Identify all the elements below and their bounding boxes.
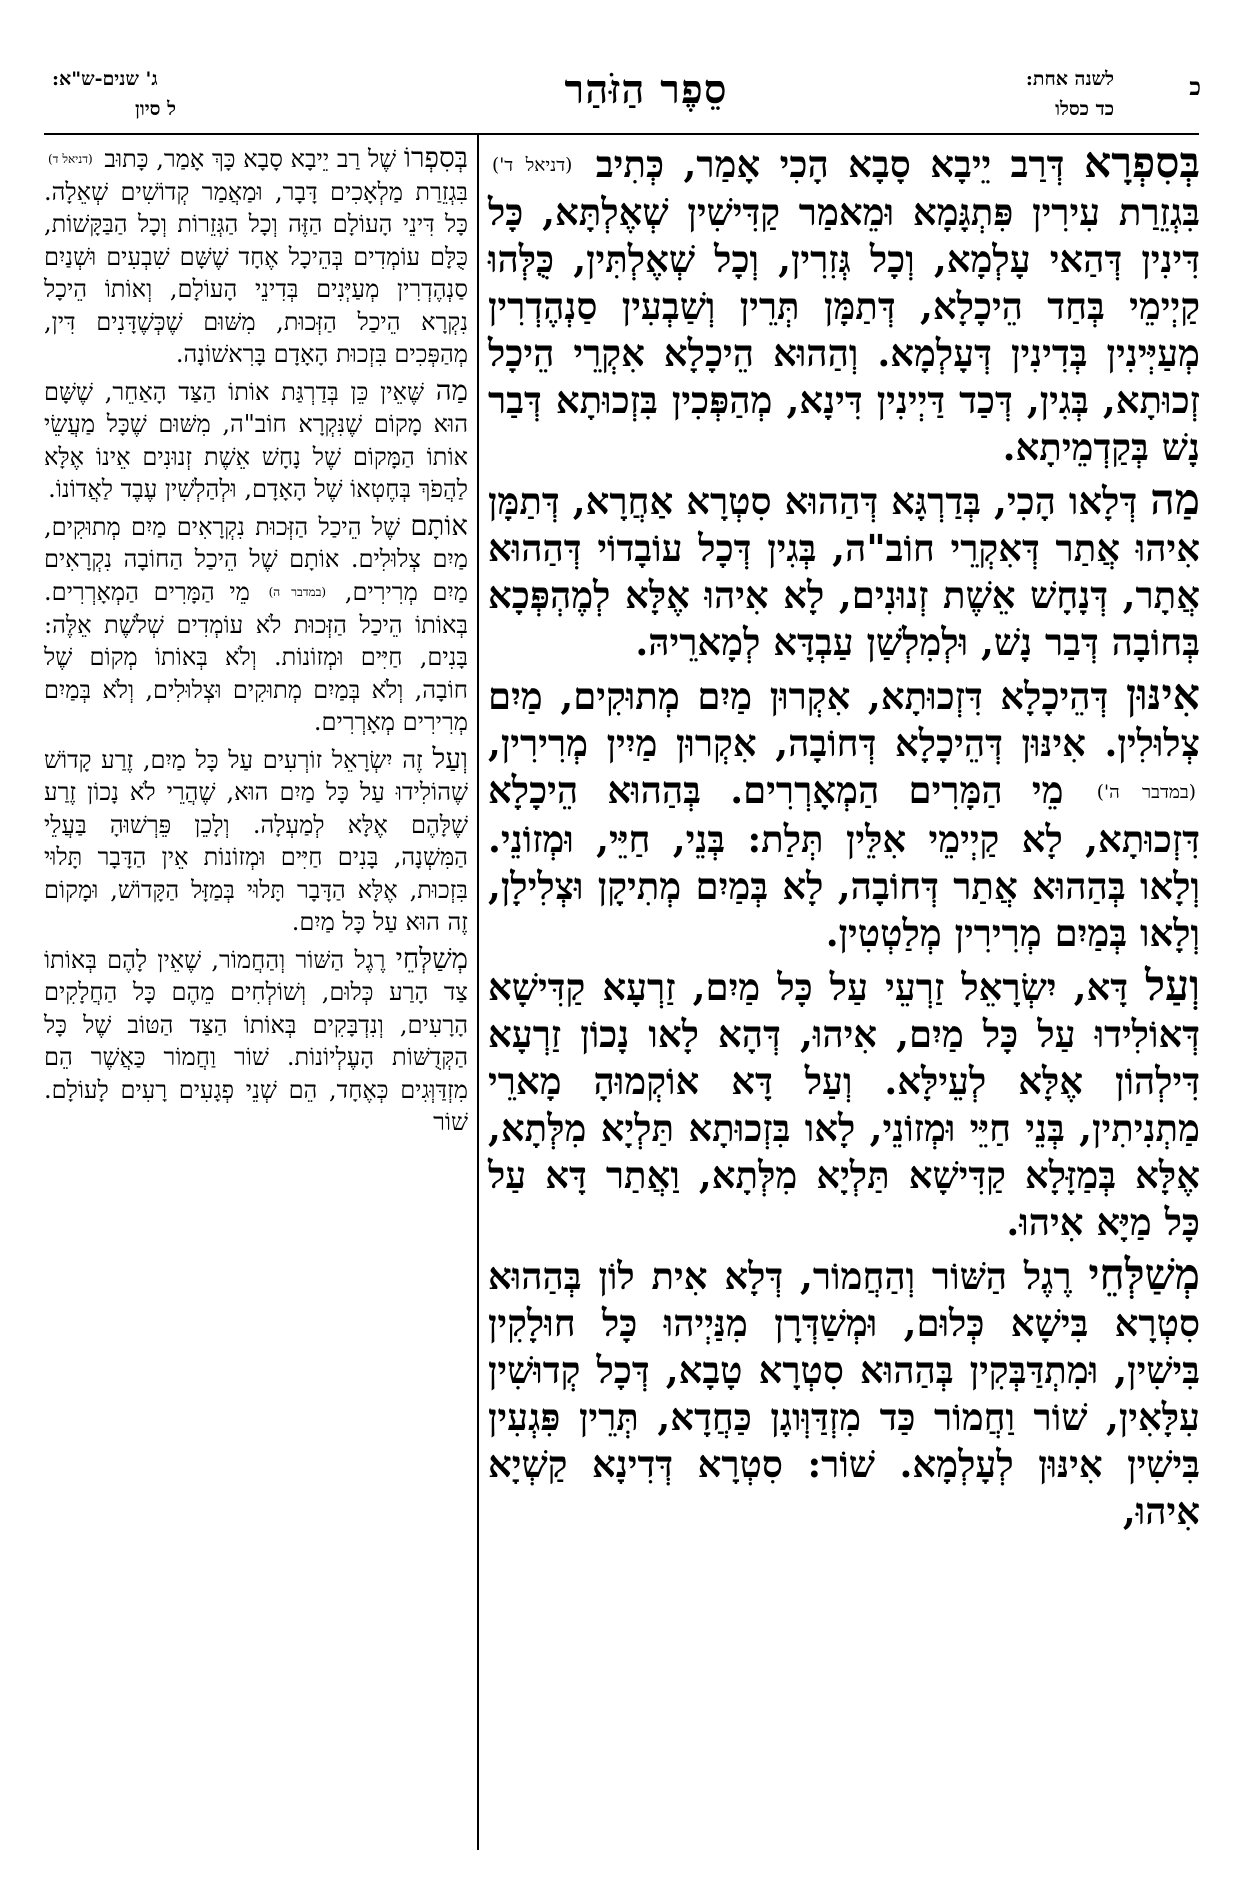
side-column-hebrew-translation <box>44 142 468 1143</box>
paragraph-lead-word: וְעַל <box>1145 960 1200 1011</box>
side-paragraph <box>44 510 468 739</box>
main-paragraph <box>488 140 1200 471</box>
paragraph-lead-word: מַה <box>435 373 468 407</box>
main-paragraph <box>488 477 1200 666</box>
paragraph-lead-word: מְשַׁלְּחֵי <box>395 941 468 975</box>
paragraph-text: שֶּׁאֵין כֵּן בְּדַרְגַּת אוֹתוֹ הַצַּד הָאַחֵר, שֶׁשָּׁם הוּא מָקוֹם שֶׁנִּקְרָא חוֹב"ה, מִשּׁוּם שֶׁכָּל מַעֲשֵׂי אוֹתוֹ הַמָּקוֹם שֶׁל נָחָשׁ אֵשֶׁת זְנוּנִים אֵינוֹ אֶלָּא לַהֲפֹךְ בְּחֶטְאוֹ שֶׁל הָאָדָם, וּלְהַלְשִׁין עֶבֶד לַאֲדוֹנוֹ. <box>44 377 468 504</box>
side-paragraph <box>44 943 468 1139</box>
paragraph-text: דְּלָאו הָכִי, בְּדַרְגָּא דְּהַהוּא סִטְרָא אַחֲרָא, דְּתַמָּן אִיהוּ אֲתַר דְּאִקְרֵי חוֹב"ה, בְּגִין דְּכָל עוֹבָדוֹי דְּהַהוּא אֲתָר, דְּנָחָשׁ אֵשֶׁת זְנוּנִים, לָא אִיהוּ אֶלָּא לְמֶהְפְּכָא בְּחוֹבָה דְּבַר נָשׁ, וּלְמִלְשַׁן עַבְדָּא לְמָארֵיהּ. <box>488 479 1200 665</box>
paragraph-text: בִּגְזֵרַת עִירִין פִּתְגָּמָא וּמֵאמַר קַדִּישִׁין שְׁאֶלְתָּא, כָּל דִּינִין דְּהַאי עָלְמָא, וְכָל גְּזִרִין, וְכָל שְׁאֶלְתִּין, כֻּלְּהוּ קַיְימֵי בְּחַד הֵיכָלָא, דְּתַמָּן תְּרֵין וְשַׁבְעִין סַנְהֶדְרִין מְעַיְּינִין בְּדִינִין דְּעָלְמָא. וְהַהוּא הֵיכָלָא אִקְרֵי הֵיכָל זְכוּתָא, בְּגִין, דְּכַד דַּיְינִין דִּינָא, מְהַפְּכִין בִּזְכוּתָא דְּבַר נָשׁ בְּקַדְמֵיתָא. <box>488 190 1200 470</box>
header-left-top: ג' שנים-ש"א: <box>52 68 158 90</box>
paragraph-text: דְּרַב יֵיבָא סָבָא הָכִי אָמַר, כְּתִיב <box>595 142 1065 186</box>
paragraph-text: זֶה יִשְׂרָאֵל זוֹרְעִים עַל כָּל מַיִם, זֶרַע קָדוֹשׁ שֶׁהוֹלִידוּ עַל כָּל מַיִם הוּא, שֶׁהֲרֵי לֹא נָכוֹן זֶרַע שֶׁלָּהֶם אֶלָּא לְמַעְלָה. וְלָכֵן פֵּרְשׁוּהָ בַּעֲלֵי הַמִּשְׁנָה, בָּנִים חַיִּים וּמְזוֹנוֹת אֵין הַדָּבָר תָּלוּי בִּזְכוּת, אֶלָּא הַדָּבָר תָּלוּי בְּמַזָּל הַקָּדוֹשׁ, וּמָקוֹם זֶה הוּא עַל כָּל מַיִם. <box>44 745 468 937</box>
paragraph-lead-word: אִינּוּן <box>1125 670 1200 721</box>
verse-reference: (במדבר ה') <box>1096 781 1196 803</box>
book-title: סֵפֶר הַזֹּהַר <box>564 66 728 113</box>
page-header <box>0 62 1253 132</box>
paragraph-lead-word: בְּסִפְרָא <box>1083 138 1201 188</box>
page-number: כ <box>1189 72 1201 101</box>
paragraph-lead-word: אוֹתָם <box>410 508 468 542</box>
paragraph-lead-word: מְשַׁלְּחֵי <box>1088 1249 1200 1300</box>
main-paragraph <box>488 960 1200 1246</box>
paragraph-text: שֶׁל רַב יֵיבָא סָבָא כָּךְ אָמַר, כָּתוּב <box>104 145 397 173</box>
main-paragraph <box>488 672 1200 956</box>
paragraph-text: דְּהֵיכָלָא דִּזְכוּתָא, אִקְרוּן מַיִם מְתוּקִים, מַיִם צְלוּלִין. אִינּוּן דְּהֵיכָלָא דְּחוֹבָה, אִקְרוּן מַיִין מְרִירִין, <box>488 674 1200 766</box>
verse-reference: (דניאל ד') <box>492 155 573 177</box>
main-paragraph <box>488 1249 1200 1535</box>
side-paragraph <box>44 743 468 939</box>
header-rule <box>44 133 1199 135</box>
verse-reference: (במדבר ה) <box>268 585 327 600</box>
side-paragraph <box>44 142 468 371</box>
paragraph-text: בִּגְזֵרַת מַלְאָכִים דָּבָר, וּמַאֲמַר קְדוֹשִׁים שְׁאֵלָה. כָּל דִּינֵי הָעוֹלָם הַזֶּה וְכָל הַגְּזֵרוֹת וְכָל הַבַּקָּשׁוֹת, כֻּלָּם עוֹמְדִים בְּהֵיכָל אֶחָד שֶׁשָּׁם שִׁבְעִים וּשְׁנַיִם סַנְהֶדְרִין מְעַיְּנִים בְּדִינֵי הָעוֹלָם, וְאוֹתוֹ הֵיכָל נִקְרָא הֵיכַל הַזְּכוּת, מִשּׁוּם שֶׁכְּשֶׁדָּנִים דִּין, מְהַפְּכִים בִּזְכוּת הָאָדָם בָּרִאשׁוֹנָה. <box>44 177 468 369</box>
paragraph-text: רֶגֶל הַשּׁוֹר וְהַחֲמוֹר, שֶׁאֵין לָהֶם בְּאוֹתוֹ צַד הָרַע כְּלוּם, וְשׁוֹלְחִים מֵהֶם כָּל הַחֲלָקִים הָרָעִים, וְנִדְבָּקִים בְּאוֹתוֹ הַצַּד הַטּוֹב שֶׁל כָּל הַקְּדֻשּׁוֹת הָעֶלְיוֹנוֹת. שׁוֹר וַחֲמוֹר כַּאֲשֶׁר הֵם מִזְדַּוְּגִים כְּאֶחָד, הֵם שְׁנֵי פְגָעִים רָעִים לָעוֹלָם. שׁוֹר <box>44 945 468 1137</box>
verse-reference: (דניאל ד) <box>48 152 93 167</box>
main-column-aramaic <box>488 140 1200 1541</box>
paragraph-lead-word: וְעַל <box>432 741 468 775</box>
paragraph-text: מֵי הַמָּרִים הַמְאָרְרִים. בְּאוֹתוֹ הֵיכַל הַזְּכוּת לֹא עוֹמְדִים שְׁלֹשֶׁת אֵלֶּה: בָּנִים, חַיִּים וּמְזוֹנוֹת. וְלֹא בְּאוֹתוֹ מְקוֹם שֶׁל חוֹבָה, וְלֹא בְּמַיִם מְתוּקִים וּצְלוּלִים, וְלֹא בְּמַיִם מְרִירִים מְאָרְרִים. <box>44 577 468 737</box>
header-left-bottom: ל סיון <box>135 98 176 120</box>
paragraph-text: דָּא, יִשְׂרָאֵל זַרְעֵי עַל כָּל מַיִם, זַרְעָא קַדִּישָׁא דְּאוֹלִידוּ עַל כָּל מַיִם, אִיהוּ, דְּהָא לָאו נָכוֹן זַרְעָא דִּילְהוֹן אֶלָּא לְעֵילָּא. וְעַל דָּא אוֹקְמוּהָ מָארֵי מַתְנִיתִין, בְּנֵי חַיֵּי וּמְזוֹנֵי, לָאו בִּזְכוּתָא תַּלְיָא מִלְּתָא, אֶלָּא בְּמַזָּלָא קַדִּישָׁא תַּלְיָא מִלְּתָא, וַאֲתַר דָּא עַל כָּל מַיָּא אִיהוּ. <box>488 964 1200 1244</box>
header-right-bottom: כד כסלו <box>1055 98 1114 120</box>
column-divider <box>477 135 479 1850</box>
header-right-top: לשנה אחת: <box>1025 68 1114 90</box>
paragraph-text: רֶגֶל הַשּׁוֹר וְהַחֲמוֹר, דְּלָא אִית לוֹן בְּהַהוּא סִטְרָא בִּישָׁא כְּלוּם, וּמְשַׁדְּרָן מִנַּיְיהוּ כָּל חוּלָקִין בִּישִׁין, וּמִתְדַּבְּקִין בְּהַהוּא סִטְרָא טָבָא, דְּכָל קְדוּשִׁין עִלָּאִין, שׁוֹר וַחֲמוֹר כַּד מִזְדַּוְּוגָן כַּחֲדָא, תְּרֵין פִּגְעִין בִּישִׁין אִינּוּן לְעָלְמָא. שׁוֹר: סִטְרָא דְּדִינָא קַשְׁיָא אִיהוּ, <box>488 1253 1200 1533</box>
paragraph-text: מֵי הַמָּרִים הַמְאָרְרִים. בְּהַהוּא הֵיכָלָא דִּזְכוּתָא, לָא קַיְימֵי אִלֵּין תְּלַת: בְּנֵי, חַיֵּי, וּמְזוֹנֵי. וְלָאו בְּהַהוּא אֲתַר דְּחוֹבָה, לָא בְּמַיִם מְתִיקָן וּצְלִילָן, וְלָאו בְּמַיִם מְרִירִין מְלַטְטִין. <box>488 768 1200 955</box>
paragraph-lead-word: מַה <box>1150 475 1200 526</box>
paragraph-text: שֶׁל הֵיכַל הַזְּכוּת נִקְרָאִים מַיִם מְתוּקִים, מַיִם צְלוּלִים. אוֹתָם שֶׁל הֵיכַל הַחוֹבָה נִקְרָאִים מַיִם מְרִירִים, <box>44 512 468 606</box>
paragraph-lead-word: בְּסִפְרוֹ <box>403 141 468 174</box>
side-paragraph <box>44 375 468 506</box>
